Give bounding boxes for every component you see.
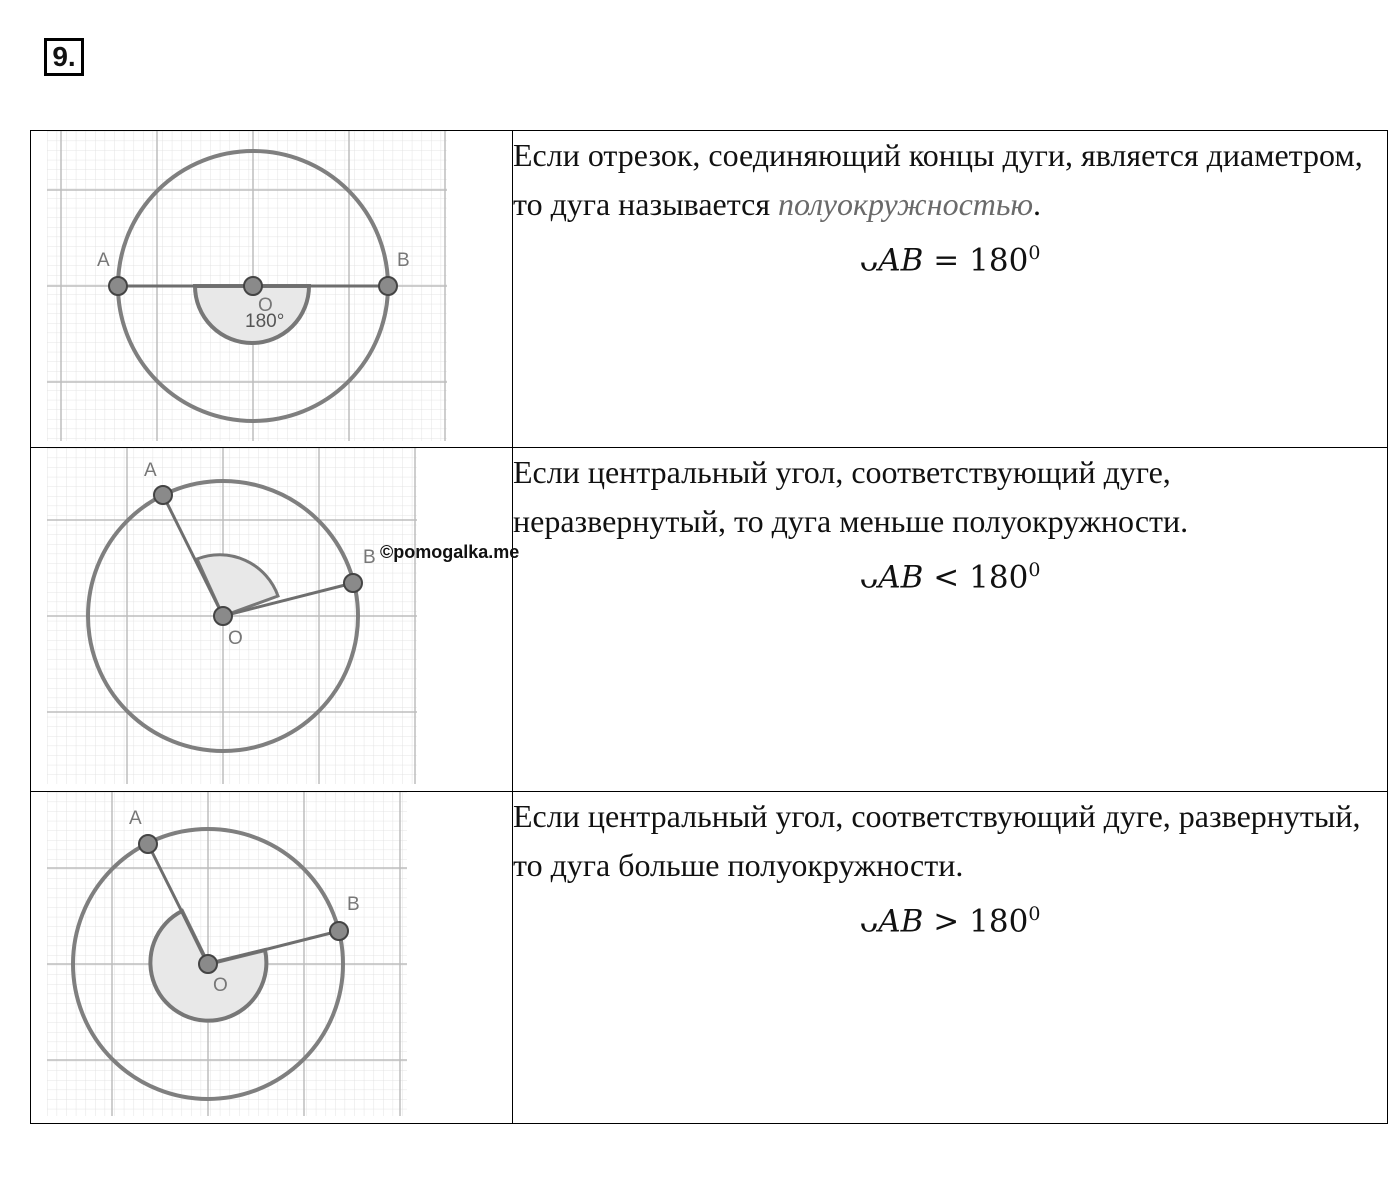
point-a-label: A [144,460,157,481]
point-o-label: O [228,628,243,649]
definition-text: Если центральный угол, соответствующий дуге, неразвернутый, то дуга меньше полуокружности. [513,454,1189,539]
point-o-label: O [258,295,273,316]
figure-cell [31,131,513,448]
table-row [31,448,1388,792]
problem-number: 9. [44,38,84,76]
angle-label: 180° [245,311,285,332]
minor-arc-figure [47,448,417,784]
definition-text-part: Если отрезок, соединяющий концы дуги, является диаметром, то дуга называется [513,137,1363,222]
point-b-label: B [363,547,376,568]
arc-name: AB [878,559,924,596]
formula [513,548,1387,599]
point-a-label: A [129,808,142,829]
point-a-label: A [97,250,110,271]
arc-name: AB [878,242,924,279]
table-row [31,131,1388,448]
table-row [31,792,1388,1124]
definition-text: Если центральный угол, соответствующий дуге, развернутый, то дуга больше полуокружности. [513,798,1361,883]
degree-value: 180 [969,242,1029,279]
term-semicircle: полуокружностью [778,186,1033,222]
text-cell [513,792,1388,1124]
degree-sign: 0 [1028,559,1041,581]
arc-symbol: ᴗ [859,242,879,279]
major-arc-figure [47,792,407,1116]
figure-cell [31,448,513,792]
degree-value: 180 [969,559,1029,596]
degree-value: 180 [969,903,1029,940]
arc-symbol: ᴗ [859,903,879,940]
relation-symbol: < [933,559,960,596]
figure-cell [31,792,513,1124]
formula [513,892,1387,943]
text-cell [513,131,1388,448]
theory-table [30,130,1388,1124]
degree-sign: 0 [1028,242,1041,264]
arc-name: AB [878,903,924,940]
semicircle-figure [47,131,447,441]
formula [513,231,1387,282]
degree-sign: 0 [1028,903,1041,925]
definition-text-end: . [1033,186,1041,222]
point-b-label: B [347,894,360,915]
point-b-label: B [397,250,410,271]
definition-text [513,131,1387,229]
relation-symbol: > [933,903,960,940]
arc-symbol: ᴗ [859,559,879,596]
watermark: ©pomogalka.me [380,542,520,562]
text-cell [513,448,1388,792]
point-o-label: O [213,975,228,996]
relation-symbol: = [933,242,960,279]
